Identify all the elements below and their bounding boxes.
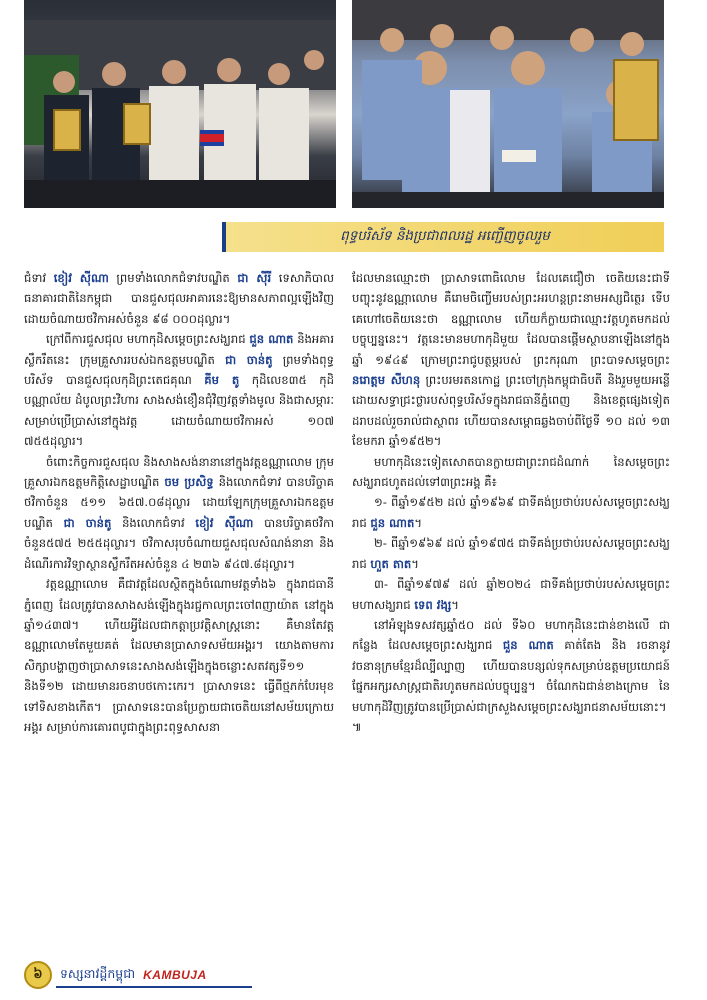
paragraph-text: កុដិលេខ៣៥ កុដិបណ្ណាល័យ ដំបូលព្រះវិហារ សាងសង់ខឿនជុំវិញវត្តទាំងមូល និងជាសម្ភារៈសម្រាប់ប្រើប្រាស់នៅក្នុងវត្ត ដោយចំណាយថវិកាអស់ ១០៧ ៧៥៥ដុល្លារ។ (24, 373, 334, 449)
paragraph (352, 492, 670, 533)
paragraph-text: ។ (411, 556, 419, 571)
person-name: ជួន ណាត (370, 515, 415, 530)
magazine-title: ទស្សនាវដ្ដីកម្ពុជា (60, 965, 136, 981)
photo-caption (222, 222, 664, 252)
paragraph (352, 452, 670, 493)
paragraph (24, 329, 334, 451)
paragraph-text: គាត់តែង និង រចនានូវវចនានុក្រមខ្មែរដ៏ល្បីល្បាញ ហើយបានបន្សល់ទុកសម្រាប់ឧត្តមប្រយោជន៍ផ្នែកអក្សរសាស្ត្រជាតិរហូតមកដល់បច្ចុប្បន្ន។ ចំណែកឯជាន់ខាងក្រោម នៃមហាកុដិវិញត្រូវបានប្រើប្រាស់ជាក្រសួងសម្ដេចព្រះសង្ឃរាជនាសម័យនោះ។ ៕ (352, 638, 671, 734)
paragraph-text: និងលោកជំទាវ បានបរិច្ចាគថវិកាចំនួន ៥១១ ៦៥៧.០៨ដុល្លារ ដោយឡែកក្រុមគ្រួសារឯកឧត្តម បណ្ឌិត (24, 475, 335, 530)
paragraph-text: ចំពោះកិច្ចការជួសជុល និងសាងសង់នានានៅក្នុងវត្តឧណ្ណាលោម ក្រុមគ្រួសារឯកឧត្តមកិត្តិសេដ្ឋាបណ្ឌិត (24, 454, 334, 490)
person-name: ជួន ណាត (249, 332, 294, 347)
paragraph-text: នៅអំឡុងទសវត្សឆ្នាំ៥០ ដល់ ទី៦០ មហាកុដិនេះជាន់ខាងលើ ជាកន្លែង ដែលសម្ដេចព្រះសង្ឃរាជ (352, 617, 670, 653)
paragraph-text: ។ (414, 515, 423, 530)
paragraph-text: ព្រមទាំងពុទ្ធបរិស័ទ បានជួសជុលកុដិព្រះតេជគុណ (24, 352, 334, 388)
paragraph (352, 574, 670, 615)
person-name: ចម ប្រសិទ្ធ (164, 475, 214, 490)
person-name: គីម តូ (204, 373, 240, 388)
paragraph-text: ក្រៅពីការជួសជុល មហាកុដិសម្ដេចព្រះសង្ឃរាជ (46, 332, 250, 347)
paragraph-text: និងលោកជំទាវ (111, 515, 196, 530)
magazine-brand: KAMBUJA (143, 968, 207, 982)
paragraph-text: ជំទាវ (24, 271, 54, 285)
paragraph-text: បានបរិច្ចាគថវិកាចំនួន៥៧៥ ២៥៥ដុល្លារ។ ថវិកាសរុបចំណាយជួសជុលសំណង់នានា និងដំណើរការវិទ្យាស្ថានស្លឹករឹតអស់ចំនួន ៤ ២៣៦ ៩៤៧.៨ដុល្លារ។ (24, 515, 334, 571)
person-name: ទេព វង្ស (414, 597, 452, 612)
paragraph-text: ទេសាភិបាលធនាគារជាតិនៃកម្ពុជា បានជួសជុលអាគារនេះឱ្យមានសភាពល្អឡើងវិញ ដោយចំណាយថវិកាអស់ចំនួន ៩៨ ០០០ដុល្លារ។ (24, 271, 334, 326)
paragraph (352, 533, 670, 574)
paragraph (352, 268, 670, 452)
person-name: ជួន ណាត (502, 638, 554, 653)
paragraph (24, 452, 334, 574)
paragraph (352, 615, 670, 737)
article-column-left (24, 268, 334, 737)
photo-attendees (352, 0, 664, 208)
paragraph-text: ១- ពីឆ្នាំ១៩៥២ ដល់ ឆ្នាំ១៩៦៩ ជាទីគង់ប្រថាប់របស់សម្ដេចព្រះសង្ឃរាជ (352, 495, 670, 530)
paragraph-text: ។ (451, 597, 459, 612)
paragraph-text: ព្រះបរមរតនកោដ្ឋ ព្រះចៅក្រុងកម្ពុជាធិបតី និងរួមមួយអន្លើដោយសទ្ធាជ្រះថ្លារបស់ពុទ្ធបរិស័ទក្នុងរាជធានីភ្នំពេញ និងខេត្តផ្សេងទៀត ដរាបដល់រួចរាល់ជាស្ថាពរ ហើយបានសម្ពោធឆ្លងចាប់ពីថ្ងៃទី ១០ ដល់ ១៣ ខែមករា ឆ្នាំ១៩៥២។ (352, 373, 670, 449)
paragraph-text: វត្តឧណ្ណាលោម គឺជាវត្តដែលស្ថិតក្នុងចំណោមវត្តទាំង៦ ក្នុងរាជធានីភ្នំពេញ ដែលត្រូវបានសាងសង់ឡើងក្នុងរជ្ជកាលព្រះចៅពញាយ៉ាត នៅក្នុងឆ្នាំ១៤៣៧។ ហើយអ្វីដែលជាកត្តាប្រវត្តិសាស្ត្រនោះ គឺមានតែវត្តឧណ្ណាលោមតែមួយគត់ ដែលមានប្រាសាទសម័យអង្គរ។ យោងតាមការសិក្សាបង្ហាញថាប្រាសាទនេះសាងសង់ឡើងក្នុងចន្លោះសតវត្សទី១១ និងទី១២ ដោយមានរចនាបថកោះកេរ។ ប្រាសាទនេះ ធ្វើពីថ្មភក់បែរមុខទៅទិសខាងកើត។ ប្រាសាទនេះបានប្រែក្លាយជាចេតិយនៅសម័យក្រោយអង្គរ សម្រាប់ការគោរពបូជាក្នុងព្រះពុទ្ធសាសនា (24, 577, 334, 734)
photo-dignitaries (24, 0, 336, 208)
photo-caption-text: ពុទ្ធបរិស័ទ និងប្រជាពលរដ្ឋ អញ្ជើញចូលរួម (340, 228, 550, 244)
paragraph-text: និងអគារស្លឹករឹតនេះ ក្រុមគ្រួសាររបស់ឯកឧត្តមបណ្ឌិត (24, 332, 334, 367)
paragraph-text: ២- ពីឆ្នាំ១៩៦៩ ដល់ ឆ្នាំ១៩៧៥ ជាទីគង់ប្រថាប់របស់សម្ដេចព្រះសង្ឃរាជ (352, 536, 670, 571)
paragraph-text: ព្រមទាំងលោកជំទាវបណ្ឌិត (108, 271, 238, 285)
person-name: ជា ចាន់តូ (63, 515, 112, 530)
paragraph (24, 268, 334, 329)
person-name: ជា ចាន់តូ (225, 352, 273, 367)
person-name: ហួត តាត (370, 556, 412, 571)
page-number: ៦ (24, 961, 52, 989)
paragraph-text: ដែលមានឈ្មោះថា ប្រាសាទពោធិលោម ដែលគេជឿថា ចេតិយនេះជាទីបញ្ចុះនូវឧណ្ណាលោម គឺរោមចិញ្ចើមរបស់ព្រះអរហន្តព្រះនាមអស្សជិត្ថេរ ទើបគេហៅចេតិយនេះថា ឧណ្ណាលោម ហើយក៏ក្លាយជាឈ្មោះវត្តហូតមកដល់បច្ចុប្បន្ននេះ។ វត្តនេះមានមហាកុដិមួយ ដែលបានផ្ដើមស្ថាបនាឡើងនៅក្នុងឆ្នាំ ១៩៤៩ ក្រោមព្រះរាជូបត្ថម្ភរបស់ ព្រះករុណា ព្រះបាទសម្ដេចព្រះ (352, 271, 670, 367)
person-name: ខៀវ ស៊ីណា (195, 515, 254, 530)
paragraph-text: ៣- ពីឆ្នាំ១៩៧៩ ដល់ ឆ្នាំ២០២៤ ជាទីគង់ប្រថាប់របស់សម្ដេចព្រះមហាសង្ឃរាជ (352, 577, 670, 612)
person-name: ខៀវ ស៊ីណា (53, 271, 109, 285)
paragraph-text: មហាកុដិនេះទៀតសោតបានក្លាយជាព្រះរាជដំណាក់ នៃសម្ដេចព្រះសង្ឃរាជហូតដល់ទៅ៣ព្រះអង្គ គឺ៖ (352, 454, 670, 490)
person-name: នរោត្តម សីហនុ (352, 373, 421, 388)
footer-rule (56, 986, 252, 988)
article-column-right (352, 268, 670, 737)
paragraph (24, 574, 334, 737)
person-name: ជា ស៊ីរី (237, 271, 272, 285)
